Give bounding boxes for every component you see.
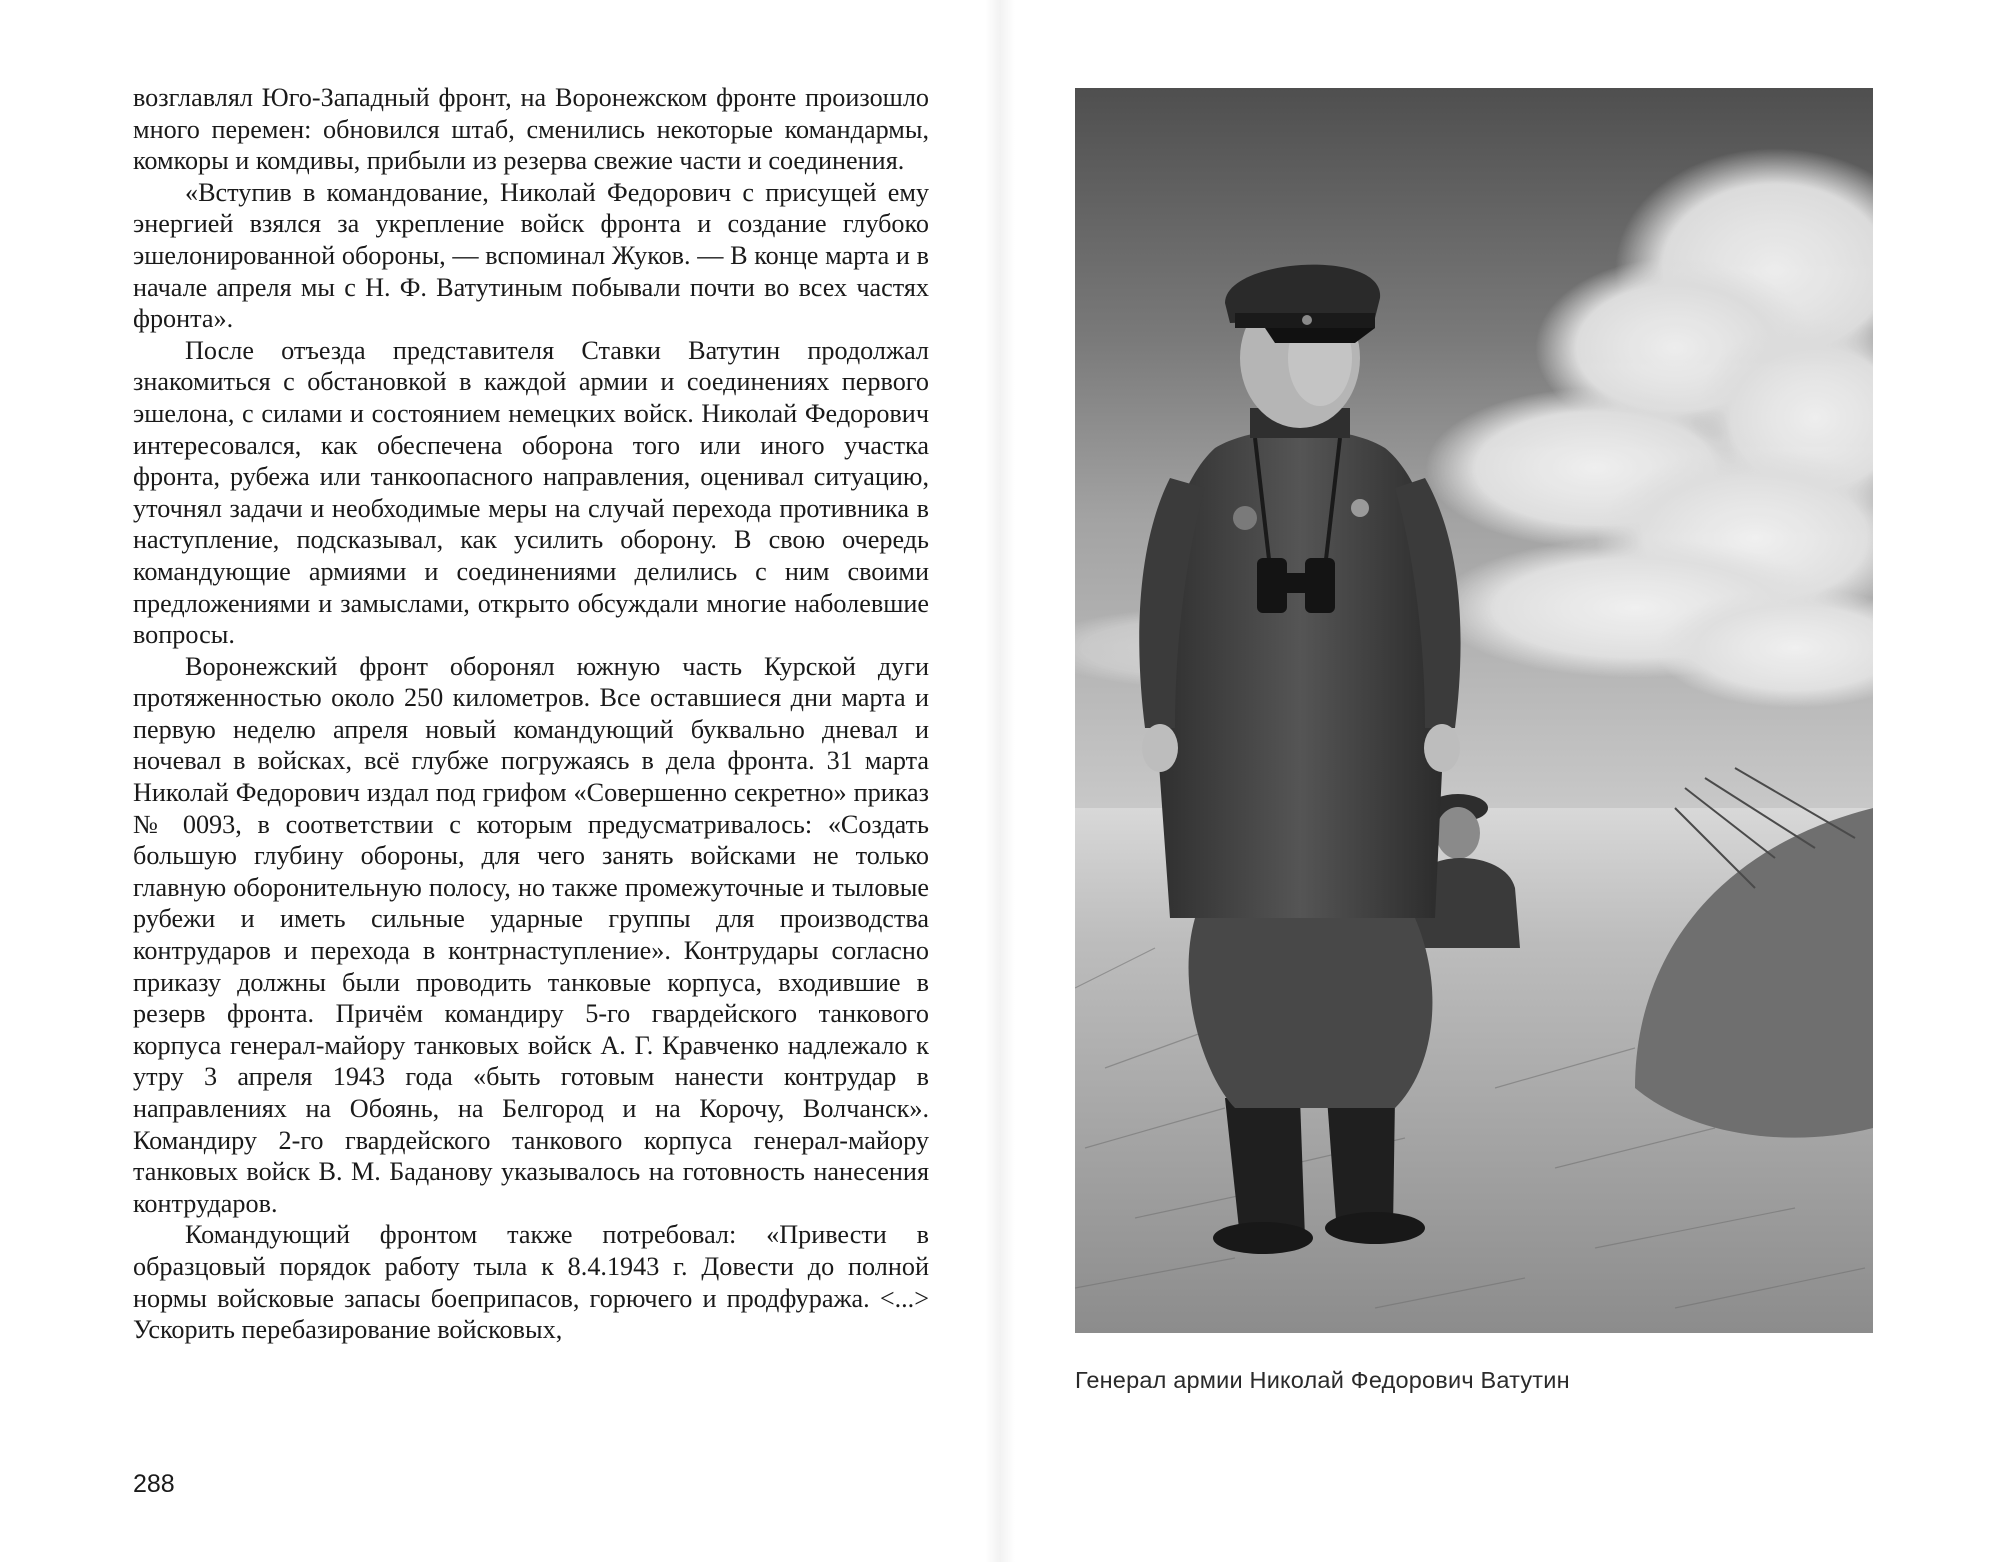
portrait-photo bbox=[1075, 88, 1873, 1333]
page-number: 288 bbox=[133, 1470, 175, 1498]
photo-caption: Генерал армии Николай Федорович Ватутин bbox=[1075, 1367, 1570, 1393]
book-gutter bbox=[985, 0, 1015, 1562]
photo-illustration bbox=[1075, 88, 1873, 1333]
paragraph: Командующий фронтом также потребовал: «Привести в образцовый порядок работу тыла к 8.4.1943 г. Довести до полной нормы войсковые запасы боеприпасов, горючего и продфуража. <...> Ускорить перебазирование войсковых, bbox=[133, 1220, 929, 1345]
paragraph: После отъезда представителя Ставки Ватутин продолжал знакомиться с обстановкой в каждой армии и соединениях первого эшелона, с силами и состоянием немецких войск. Николай Федорович интересовался, как обеспечена оборона того или иного участка фронта, рубежа или танкоопасного направления, оценивал ситуацию, уточнял задачи и необходимые меры на случай перехода противника в наступление, подсказывал, как усилить оборону. В свою очередь командующие армиями и соединениями делились с ним своими предложениями и замыслами, открыто обсуждали многие наболевшие вопросы. bbox=[133, 335, 929, 650]
paragraph: Воронежский фронт оборонял южную часть Курской дуги протяженностью около 250 километров. Все оставшиеся дни марта и первую неделю апреля новый командующий буквально дневал и ночевал в войсках, всё глубже погружаясь в дела фронта. 31 марта Николай Федорович издал под грифом «Совершенно секретно» приказ № 0093, в соответствии с которым предусматривалось: «Создать большую глубину обороны, для чего занять войсками не только главную оборонительную полосу, но также промежуточные и тыловые рубежи и иметь сильные ударные группы для производства контрударов и перехода в контрнаступление». Контрудары согласно приказу должны были проводить танковые корпуса, входившие в резерв фронта. Причём командиру 5-го гвардейского танкового корпуса генерал-майору танковых войск А. Г. Кравченко надлежало к утру 3 апреля 1943 года «быть готовым нанести контрудар в направлениях на Обоянь, на Белгород и на Корочу, Волчанск». Командиру 2-го гвардейского танкового корпуса генерал-майору танковых войск В. М. Баданову указывалось на готовность нанесения контрударов. bbox=[133, 651, 929, 1218]
left-page-text bbox=[133, 82, 929, 1346]
paragraph: возглавлял Юго-Западный фронт, на Воронежском фронте произошло много перемен: обновился штаб, сменились некоторые командармы, комкоры и комдивы, прибыли из резерва свежие части и соединения. bbox=[133, 83, 929, 176]
paragraph: «Вступив в командование, Николай Федорович с присущей ему энергией взялся за укрепление войск фронта и создание глубоко эшелонированной обороны, — вспоминал Жуков. — В конце марта и в начале апреля мы с Н. Ф. Ватутиным побывали почти во всех частях фронта». bbox=[133, 177, 929, 334]
